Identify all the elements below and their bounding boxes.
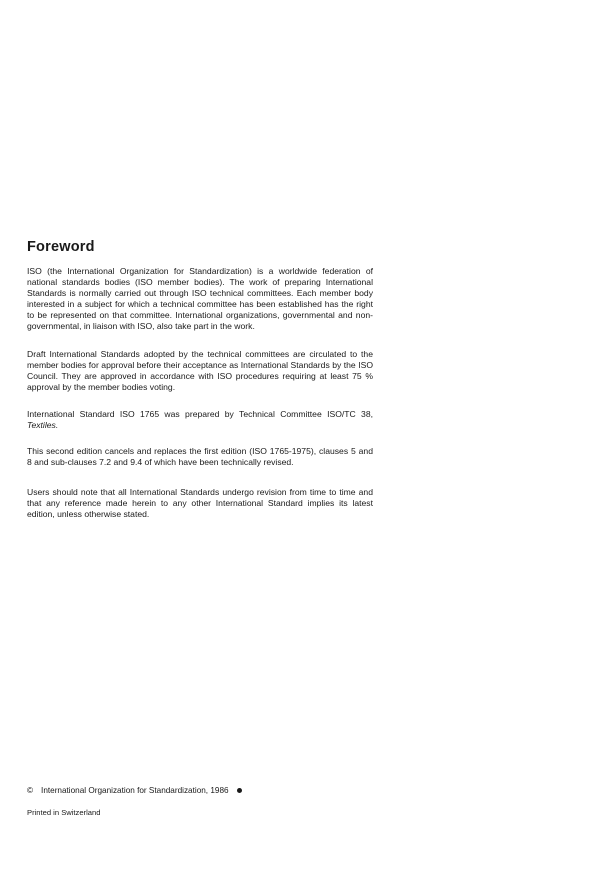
copyright-line <box>27 786 242 795</box>
paragraph-iso-federation: ISO (the International Organization for Standardization) is a worldwide federation of national standards bodies (ISO member bodies). The work of preparing International Standards is normally carried out through ISO technical committees. Each member body interested in a subject for which a technical committee has been established has the right to be represented on that committee. International organizations, governmental and non-governmental, in liaison with ISO, also take part in the work. <box>27 266 373 332</box>
bullet-dot-icon <box>237 788 242 793</box>
prepared-by-text: International Standard ISO 1765 was prepared by Technical Committee ISO/TC 38, <box>27 409 373 419</box>
paragraph-edition-note: This second edition cancels and replaces the first edition (ISO 1765-1975), clauses 5 and 8 and sub-clauses 7.2 and 9.4 of which have been technically revised. <box>27 446 373 468</box>
paragraph-prepared-by <box>27 409 373 431</box>
committee-name: Textiles. <box>27 420 59 431</box>
copyright-text: International Organization for Standardization, 1986 <box>41 786 229 795</box>
paragraph-draft-standards: Draft International Standards adopted by the technical committees are circulated to the member bodies for approval before their acceptance as International Standards by the ISO Council. They are approved in accordance with ISO procedures requiring at least 75 % approval by the member bodies voting. <box>27 349 373 393</box>
page-title: Foreword <box>27 239 95 255</box>
printed-in-line: Printed in Switzerland <box>27 808 101 817</box>
paragraph-users-note: Users should note that all International Standards undergo revision from time to time and that any reference made herein to any other International Standard implies its latest edition, unless otherwise stated. <box>27 487 373 520</box>
copyright-symbol: © <box>27 786 34 795</box>
